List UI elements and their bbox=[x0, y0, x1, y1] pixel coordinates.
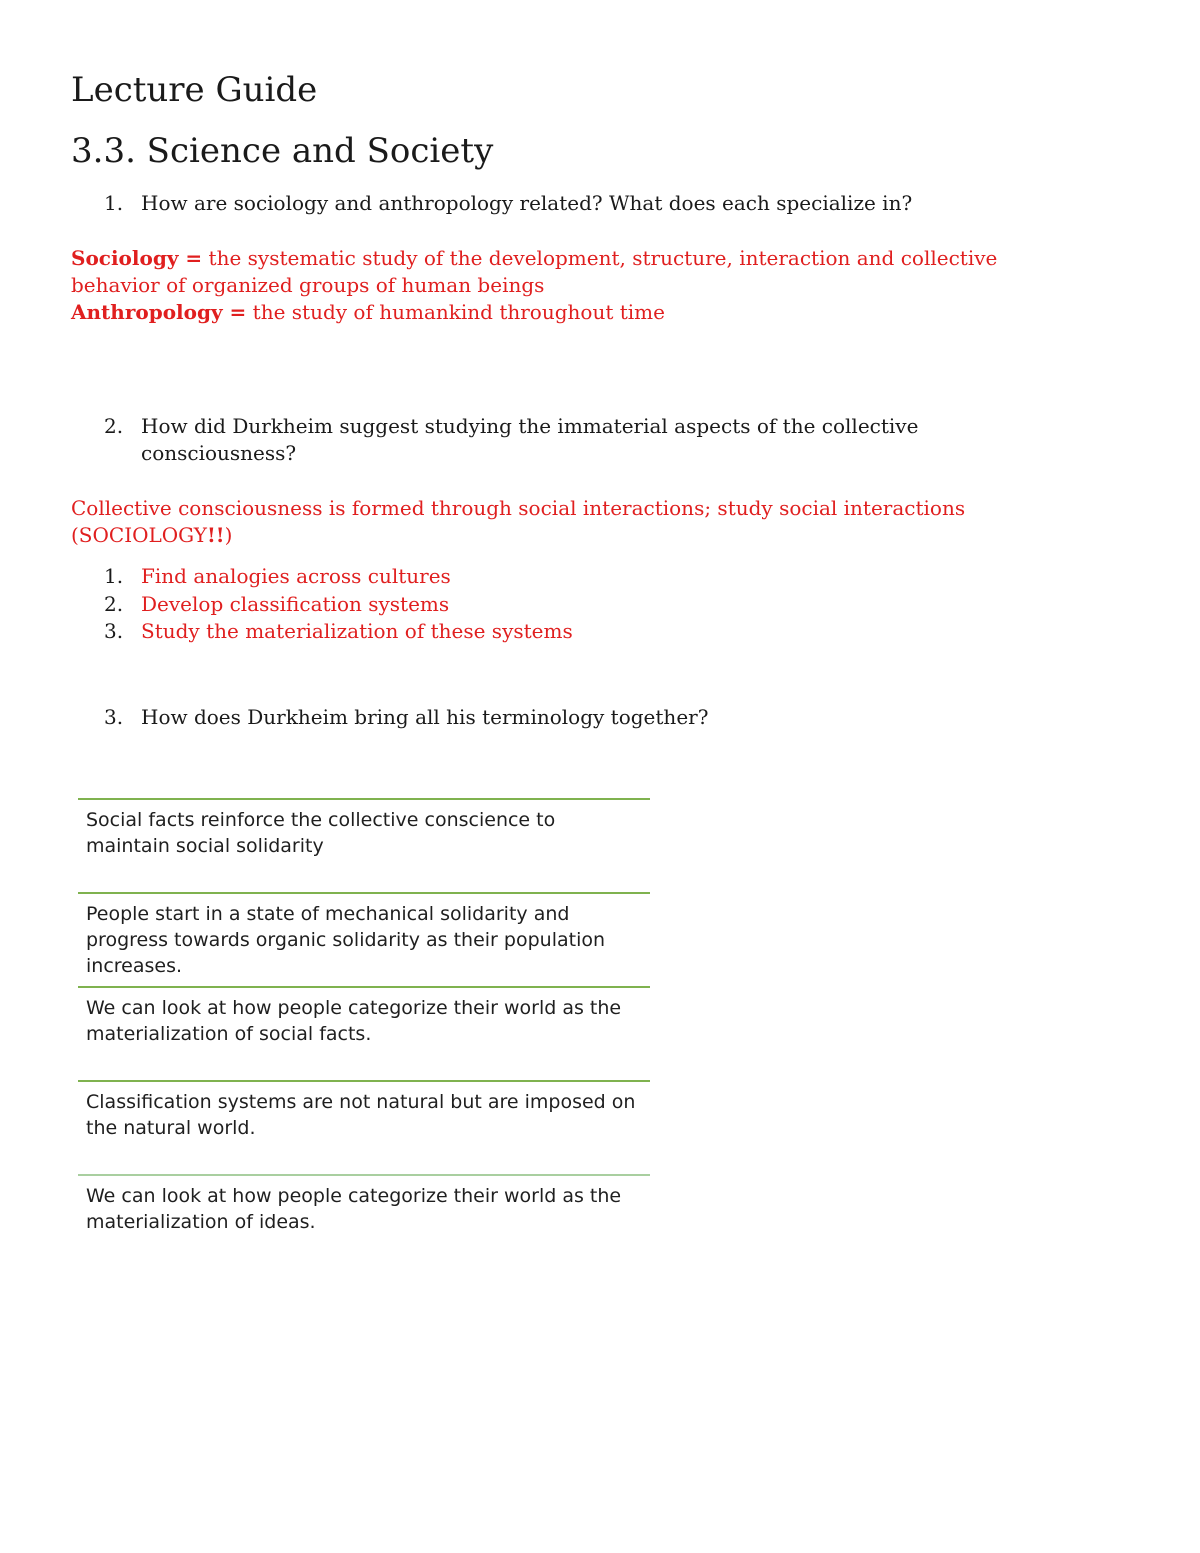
question-3 bbox=[104, 704, 1004, 731]
list-number: 2. bbox=[104, 591, 124, 616]
anthropology-def: the study of humankind throughout time bbox=[252, 300, 665, 324]
answer-1 bbox=[71, 245, 1081, 326]
answer-2 bbox=[71, 495, 1081, 549]
section-heading: 3.3. Science and Society bbox=[71, 131, 494, 171]
diagram-item: We can look at how people categorize their world as the materialization of social facts. bbox=[78, 986, 650, 1080]
question-text: How does Durkheim bring all his terminology together? bbox=[141, 705, 709, 729]
question-text: How did Durkheim suggest studying the immaterial aspects of the collective consciousness? bbox=[141, 414, 919, 465]
diagram-item: Social facts reinforce the collective conscience to maintain social solidarity bbox=[78, 798, 650, 892]
list-text: Study the materialization of these systems bbox=[141, 619, 573, 643]
question-number: 3. bbox=[104, 705, 124, 729]
answer-2-close: ) bbox=[224, 523, 233, 547]
diagram-item: Classification systems are not natural but are imposed on the natural world. bbox=[78, 1080, 650, 1174]
anthropology-term: Anthropology = bbox=[71, 300, 247, 324]
list-number: 3. bbox=[104, 619, 124, 643]
question-text: How are sociology and anthropology related? What does each specialize in? bbox=[141, 191, 913, 215]
list-item bbox=[104, 563, 573, 591]
question-number: 2. bbox=[104, 414, 124, 438]
list-number: 1. bbox=[104, 564, 124, 588]
diagram-item: We can look at how people categorize their world as the materialization of ideas. bbox=[78, 1174, 650, 1268]
list-text: Find analogies across cultures bbox=[141, 564, 451, 588]
question-number: 1. bbox=[104, 191, 124, 215]
answer-2-emphasis: !! bbox=[207, 523, 225, 547]
diagram-item: People start in a state of mechanical solidarity and progress towards organic solidarity as their population increases. bbox=[78, 892, 650, 986]
answer-2-text: Collective consciousness is formed through social interactions; study social interactions (SOCIOLOGY bbox=[71, 496, 966, 547]
page-title: Lecture Guide bbox=[71, 70, 318, 110]
list-text: Develop classification systems bbox=[141, 591, 450, 616]
terminology-diagram bbox=[78, 798, 650, 1268]
question-1 bbox=[104, 190, 1004, 217]
sociology-def: the systematic study of the development, structure, interaction and collective behavior of organized groups of human beings bbox=[71, 246, 998, 297]
sociology-definition bbox=[71, 245, 1081, 299]
durkheim-steps-list bbox=[104, 563, 573, 646]
question-2 bbox=[104, 413, 1004, 467]
sociology-term: Sociology = bbox=[71, 246, 203, 270]
anthropology-definition bbox=[71, 299, 1081, 326]
list-item bbox=[104, 618, 573, 646]
list-item bbox=[104, 591, 573, 619]
